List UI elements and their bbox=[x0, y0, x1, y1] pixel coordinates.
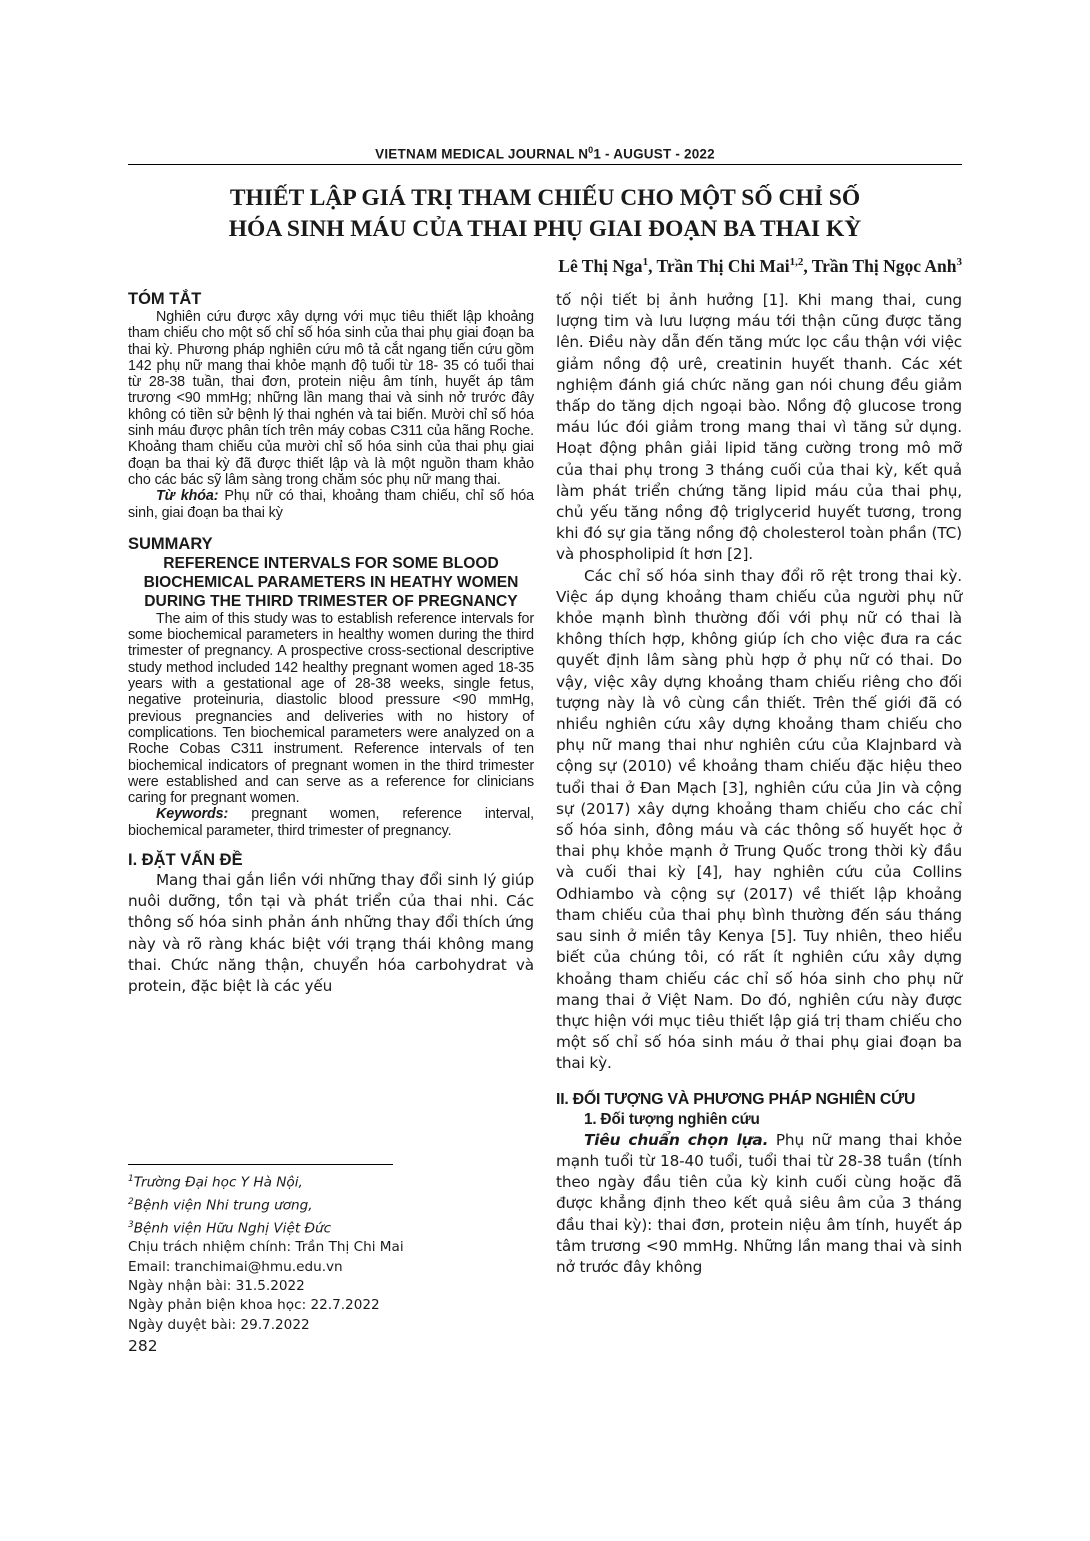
footnotes bbox=[128, 1170, 534, 1335]
section-1-heading: I. ĐẶT VẤN ĐỀ bbox=[128, 851, 243, 870]
section-2-heading: II. ĐỐI TƯỢNG VÀ PHƯƠNG PHÁP NGHIÊN CỨU bbox=[556, 1090, 916, 1108]
abstract-vi-text: Nghiên cứu được xây dựng với mục tiêu thiết lập khoảng tham chiếu cho một số chỉ số hóa sinh của thai phụ giai đoạn ba thai kỳ. Phương pháp nghiên cứu mô tả cắt ngang tiến cứu gồm 142 phụ nữ mang thai khỏe mạnh độ tuổi từ 18- 35 có tuổi thai từ 28-38 tuần, thai đơn, protein niệu âm tính, huyết áp tâm trương <90 mmHg; những lần mang thai và sinh nở trước đây không có tiền sử bệnh lý thai nghén và tai biến. Mười chỉ số hóa sinh máu được phân tích trên máy cobas C311 của hãng Roche. Khoảng tham chiếu của mười chỉ số hóa sinh của thai phụ giai đoạn ba thai kỳ đã được thiết lập và là một nguồn tham khảo cho các bác sỹ lâm sàng trong chăm sóc phụ nữ mang thai. bbox=[128, 309, 534, 488]
abstract-vi-keywords bbox=[128, 488, 534, 521]
section-1-paragraph-1: Mang thai gắn liền với những thay đổi sinh lý giúp nuôi dưỡng, tồn tại và phát triển của thai nhi. Các thông số hóa sinh phản ánh những thay đổi thích ứng này và rõ ràng khác biệt với trạng thái không mang thai. Chức năng thận, chuyển hóa carbohydrat và protein, đặc biệt là các yếu bbox=[128, 871, 534, 996]
section-1-paragraph-2: Các chỉ số hóa sinh thay đổi rõ rệt trong thai kỳ. Việc áp dụng khoảng tham chiếu của người phụ nữ khỏe mạnh bình thường đối với phụ nữ có thai là không thích hợp, không giúp ích cho việc đưa ra các quyết định lâm sàng phù hợp ở phụ nữ có thai. Do vậy, việc xây dựng khoảng tham chiếu riêng cho đối tượng này là vô cùng cần thiết. Trên thế giới đã có nhiều nghiên cứu xây dựng khoảng tham chiếu cho phụ nữ mang thai như nghiên cứu của Klajnbard và cộng sự (2010) về khoảng tham chiếu đặc hiệu theo tuổi thai ở Đan Mạch [3], nghiên cứu của Jin và cộng sự (2017) xây dựng khoảng tham chiếu cho các chỉ số hóa sinh, đông máu và các thông số huyết học ở thai phụ khỏe mạnh ở Trung Quốc trong thời kỳ đầu và cuối thai kỳ [4], hay nghiên cứu của Collins Odhiambo và cộng sự (2017) về thiết lập khoảng tham chiếu của thai phụ bình thường đến sáu tháng sau sinh ở miền tây Kenya [5]. Tuy nhiên, theo hiểu biết của chúng tôi, có rất ít nghiên cứu xây dựng khoảng tham chiếu các chỉ số hóa sinh cho phụ nữ mang thai ở Việt Nam. Do đó, nghiên cứu này được thực hiện với mục tiêu thiết lập giá trị tham chiếu cho một số chỉ số hóa sinh máu ở thai phụ giai đoạn ba thai kỳ. bbox=[556, 566, 962, 1073]
keywords-text: pregnant women, reference interval, biochemical parameter, third trimester of pregnancy. bbox=[128, 806, 534, 839]
keywords-text: Phụ nữ có thai, khoảng tham chiếu, chỉ số hóa sinh, giai đoạn ba thai kỳ bbox=[128, 488, 534, 521]
issue-superscript: 0 bbox=[588, 145, 594, 155]
journal-name: VIETNAM MEDICAL JOURNAL N bbox=[375, 146, 589, 162]
author-name: Trần Thị Ngọc Anh bbox=[811, 256, 957, 276]
abstract-vi-heading: TÓM TẮT bbox=[128, 290, 202, 308]
section-2-subheading: 1. Đối tượng nghiên cứu bbox=[584, 1110, 760, 1128]
received-date: Ngày nhận bài: 31.5.2022 bbox=[128, 1278, 305, 1295]
left-column bbox=[128, 290, 534, 997]
right-column bbox=[556, 290, 962, 1278]
header-rule bbox=[128, 164, 962, 165]
author-affiliation: 1,2 bbox=[789, 256, 804, 269]
page-number: 282 bbox=[128, 1337, 158, 1355]
title-line-2: HÓA SINH MÁU CỦA THAI PHỤ GIAI ĐOẠN BA THAI KỲ bbox=[228, 216, 862, 242]
email: Email: tranchimai@hmu.edu.vn bbox=[128, 1258, 343, 1275]
article-title bbox=[128, 183, 962, 245]
summary-keywords bbox=[128, 806, 534, 839]
keywords-label: Keywords: bbox=[156, 806, 229, 823]
summary-heading: SUMMARY bbox=[128, 534, 213, 553]
criteria-label: Tiêu chuẩn chọn lựa. bbox=[584, 1130, 769, 1149]
author-affiliation: 1 bbox=[642, 256, 649, 269]
affiliation-3: $^3$Bệnh viện Hữu Nghị Việt Đức bbox=[128, 1219, 332, 1237]
review-date: Ngày phản biện khoa học: 22.7.2022 bbox=[128, 1297, 380, 1314]
section-1-paragraph-1-continued: tố nội tiết bị ảnh hưởng [1]. Khi mang thai, cung lượng tim và lưu lượng máu tới thận cũng được tăng lên. Điều này dẫn đến tăng mức lọc cầu thận với việc giảm nồng độ urê, creatinin huyết thanh. Các xét nghiệm đánh giá chức năng gan nói chung đều giảm thấp do tăng dịch ngoại bào. Nồng độ glucose trong máu lúc đói giảm trong mang thai vì tăng sử dụng. Hoạt động phân giải lipid tăng cường trong mô mỡ của thai phụ trong 3 tháng cuối của thai kỳ, kết quả làm phát triển chứng tăng lipid máu của thai phụ, chủ yếu tăng nồng độ triglycerid huyết tương, trong khi đó sự gia tăng nồng độ cholesterol toàn phần (TC) và phospholipid ít hơn [2]. bbox=[556, 291, 962, 564]
author-name: Lê Thị Nga bbox=[558, 256, 643, 276]
accepted-date: Ngày duyệt bài: 29.7.2022 bbox=[128, 1316, 310, 1333]
inclusion-criteria bbox=[556, 1130, 962, 1278]
summary-text: The aim of this study was to establish reference intervals for some biochemical parameters in healthy women during the third trimester of pregnancy. A prospective cross-sectional descriptive study method included 142 healthy pregnant women aged 18-35 years with a gestational age of 28-38 weeks, single fetus, negative proteinuria, diastolic blood pressure <90 mmHg, previous pregnancies and deliveries with no history of complications. Ten biochemical parameters were analyzed on a Roche Cobas C311 instrument. Reference intervals of ten biochemical indicators of pregnant women in the third trimester were established and can serve as a reference for clinicians caring for pregnant women. bbox=[128, 610, 534, 807]
criteria-text: Phụ nữ mang thai khỏe mạnh tuổi từ 18-40 tuổi, tuổi thai từ 28-38 tuần (tính theo ngày đầu tiên của kỳ kinh cuối cùng hoặc đã được khẳng định theo kết quả siêu âm của 3 tháng đầu thai kỳ): thai đơn, protein niệu âm tính, huyết áp tâm trương <90 mmHg. Những lần mang thai và sinh nở trước đây không bbox=[556, 1130, 962, 1276]
author-name: Trần Thị Chi Mai bbox=[656, 256, 790, 276]
issue-date: 1 - AUGUST - 2022 bbox=[593, 146, 715, 162]
affiliation-1: $^1$Trường Đại học Y Hà Nội, bbox=[128, 1174, 303, 1191]
affiliation-2: $^2$Bệnh viện Nhi trung ương, bbox=[128, 1196, 313, 1214]
title-line-1: THIẾT LẬP GIÁ TRỊ THAM CHIẾU CHO MỘT SỐ CHỈ SỐ bbox=[229, 185, 861, 211]
corresponding-author: Chịu trách nhiệm chính: Trần Thị Chi Mai bbox=[128, 1239, 404, 1256]
author-affiliation: 3 bbox=[956, 256, 962, 269]
author-list: Lê Thị Nga$^1$, Trần Thị Chi Mai$^{1,2}$, Trần Thị Ngọc Anh$^3$ bbox=[558, 256, 962, 276]
summary-title: REFERENCE INTERVALS FOR SOME BLOOD BIOCHEMICAL PARAMETERS IN HEATHY WOMEN DURING THE THIRD TRIMESTER OF PREGNANCY bbox=[143, 554, 519, 610]
running-header bbox=[128, 145, 962, 162]
footnote-rule bbox=[128, 1164, 393, 1165]
keywords-label: Từ khóa: bbox=[156, 488, 219, 505]
